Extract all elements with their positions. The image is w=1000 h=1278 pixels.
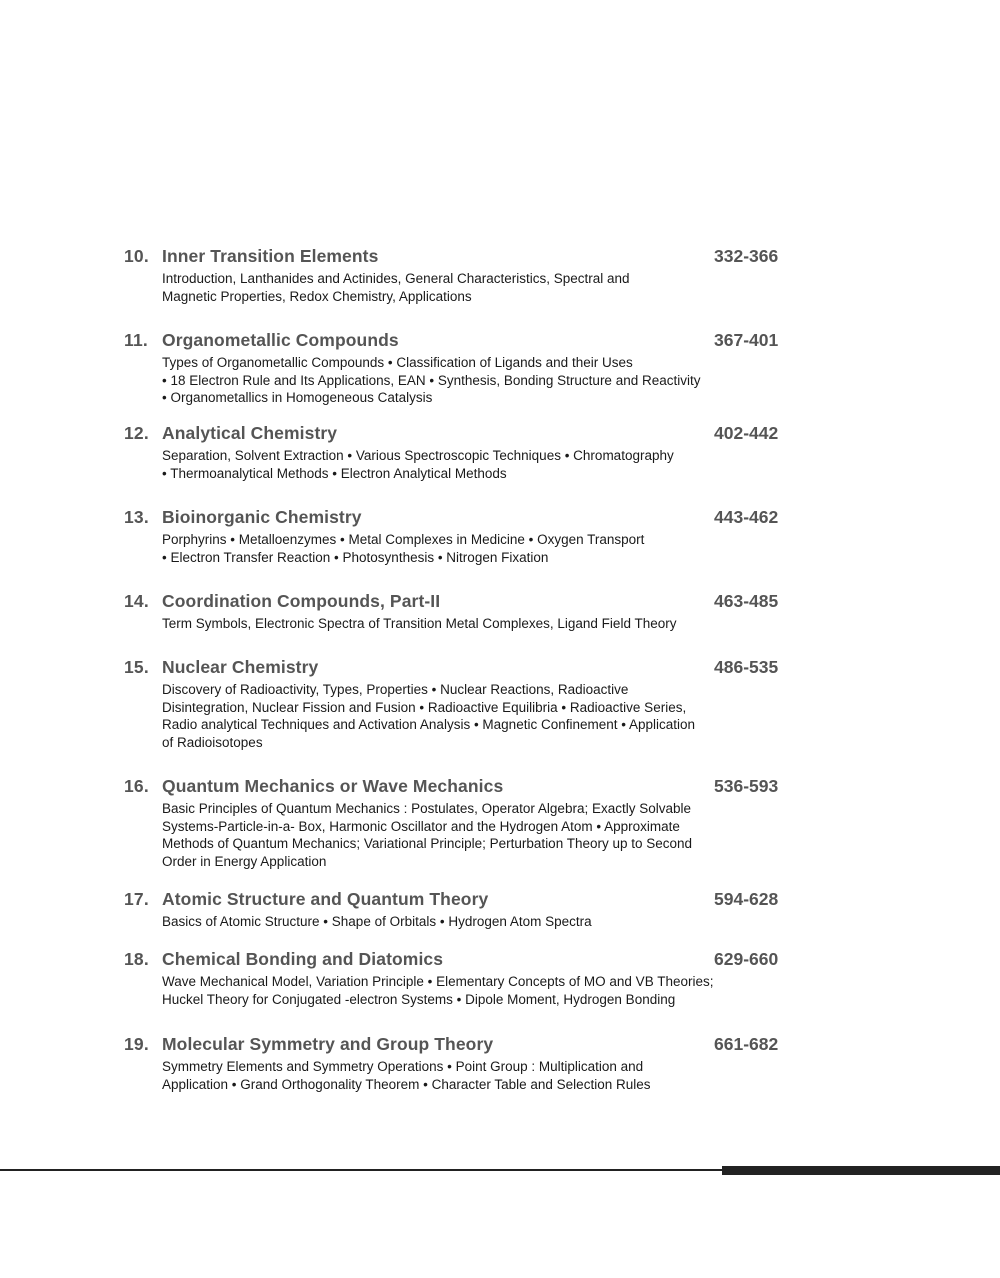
- page-range: 402-442: [714, 423, 779, 443]
- chapter-title: Atomic Structure and Quantum Theory: [162, 889, 489, 909]
- chapter-topics: [162, 615, 722, 633]
- page-range: 629-660: [714, 949, 779, 969]
- chapter-title: Quantum Mechanics or Wave Mechanics: [162, 776, 504, 796]
- chapter-number: 18.: [124, 949, 149, 969]
- page-range: 463-485: [714, 591, 779, 611]
- page-range: 594-628: [714, 889, 779, 909]
- topic-line: Separation, Solvent Extraction • Various Spectroscopic Techniques • Chromatography: [162, 448, 674, 463]
- topic-line: Disintegration, Nuclear Fission and Fusion • Radioactive Equilibria • Radioactive Series,: [162, 699, 687, 715]
- topic-line: Magnetic Properties, Redox Chemistry, Applications: [162, 288, 472, 304]
- topic-line: Introduction, Lanthanides and Actinides, General Characteristics, Spectral and: [162, 271, 630, 286]
- chapter-topics: [162, 681, 722, 751]
- chapter-topics: [162, 913, 722, 931]
- chapter-topics: [162, 973, 722, 1008]
- chapter-title: Analytical Chemistry: [162, 423, 338, 443]
- topic-line: Methods of Quantum Mechanics; Variational Principle; Perturbation Theory up to Second: [162, 836, 693, 851]
- chapter-topics: [162, 531, 722, 566]
- chapter-number: 10.: [124, 246, 149, 266]
- page-range: 486-535: [714, 657, 779, 677]
- chapter-number: 14.: [124, 591, 149, 611]
- footer-rule-thick: [722, 1166, 1000, 1175]
- chapter-title: Inner Transition Elements: [162, 246, 379, 266]
- chapter-number: 11.: [124, 330, 148, 350]
- page-range: 443-462: [714, 507, 779, 527]
- topic-line: • Organometallics in Homogeneous Catalysis: [162, 390, 433, 405]
- chapter-number: 19.: [124, 1034, 149, 1054]
- chapter-title: Organometallic Compounds: [162, 330, 399, 350]
- topic-line: Porphyrins • Metalloenzymes • Metal Complexes in Medicine • Oxygen Transport: [162, 532, 645, 547]
- topic-line: Types of Organometallic Compounds • Classification of Ligands and their Uses: [162, 355, 633, 370]
- topic-line: Term Symbols, Electronic Spectra of Transition Metal Complexes, Ligand Field Theory: [162, 616, 677, 631]
- topic-line: of Radioisotopes: [162, 734, 263, 750]
- topic-line: • 18 Electron Rule and Its Applications, EAN • Synthesis, Bonding Structure and Reactivity: [162, 372, 701, 388]
- topic-line: Systems-Particle-in-a- Box, Harmonic Oscillator and the Hydrogen Atom • Approximate: [162, 818, 680, 834]
- chapter-topics: [162, 800, 722, 870]
- chapter-title: Chemical Bonding and Diatomics: [162, 949, 444, 969]
- chapter-topics: [162, 354, 722, 407]
- page-range: 536-593: [714, 776, 779, 796]
- chapter-number: 16.: [124, 776, 149, 796]
- topic-line: Huckel Theory for Conjugated -electron Systems • Dipole Moment, Hydrogen Bonding: [162, 991, 676, 1007]
- topic-line: Basics of Atomic Structure • Shape of Orbitals • Hydrogen Atom Spectra: [162, 914, 592, 929]
- topic-line: Wave Mechanical Model, Variation Principle • Elementary Concepts of MO and VB Theories;: [162, 974, 714, 989]
- chapter-title: Bioinorganic Chemistry: [162, 507, 362, 527]
- page-range: 332-366: [714, 246, 779, 266]
- topic-line: Application • Grand Orthogonality Theorem • Character Table and Selection Rules: [162, 1076, 651, 1092]
- topic-line: Symmetry Elements and Symmetry Operations • Point Group : Multiplication and: [162, 1059, 644, 1074]
- chapter-topics: [162, 1058, 722, 1093]
- page-range: 661-682: [714, 1034, 779, 1054]
- chapter-number: 12.: [124, 423, 149, 443]
- topic-line: Discovery of Radioactivity, Types, Properties • Nuclear Reactions, Radioactive: [162, 682, 629, 697]
- chapter-number: 17.: [124, 889, 149, 909]
- chapter-number: 13.: [124, 507, 149, 527]
- topic-line: Order in Energy Application: [162, 853, 327, 869]
- topic-line: Radio analytical Techniques and Activation Analysis • Magnetic Confinement • Application: [162, 717, 696, 732]
- topic-line: • Electron Transfer Reaction • Photosynthesis • Nitrogen Fixation: [162, 549, 549, 565]
- chapter-topics: [162, 447, 722, 482]
- topic-line: • Thermoanalytical Methods • Electron Analytical Methods: [162, 465, 507, 481]
- footer-rule-thin: [0, 1169, 722, 1171]
- chapter-title: Molecular Symmetry and Group Theory: [162, 1034, 494, 1054]
- chapter-title: Coordination Compounds, Part-II: [162, 591, 441, 611]
- chapter-topics: [162, 270, 722, 305]
- page-range: 367-401: [714, 330, 779, 350]
- topic-line: Basic Principles of Quantum Mechanics : Postulates, Operator Algebra; Exactly Solvable: [162, 801, 692, 816]
- chapter-number: 15.: [124, 657, 149, 677]
- chapter-title: Nuclear Chemistry: [162, 657, 319, 677]
